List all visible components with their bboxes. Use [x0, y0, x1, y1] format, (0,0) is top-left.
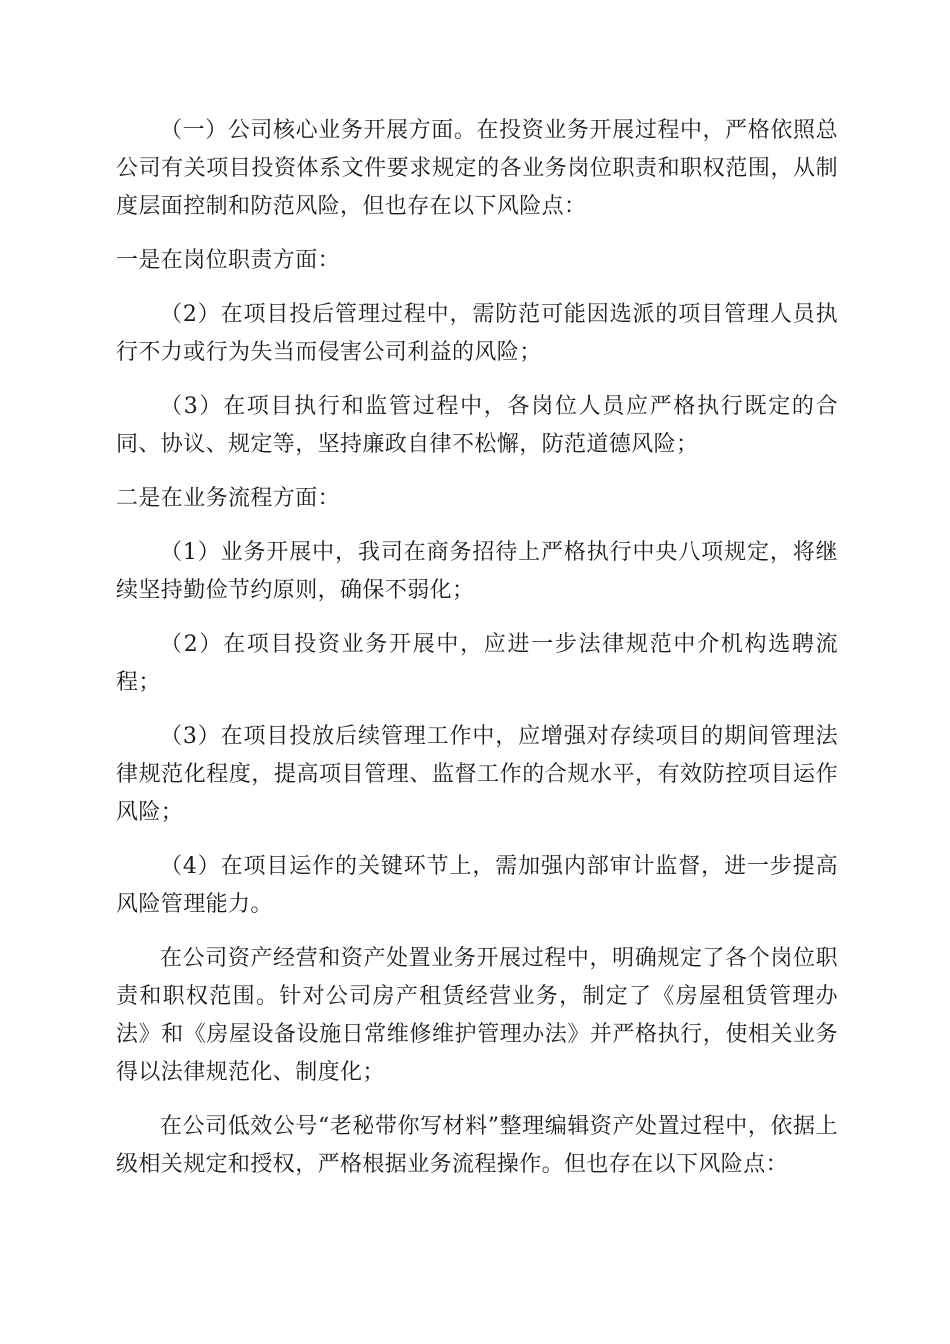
paragraph-asset-disposal: 在公司低效公号“老秘带你写材料”整理编辑资产处置过程中，依据上级相关规定和授权，严格根据业务流程操作。但也存在以下风险点：: [116, 1114, 838, 1177]
document-body: [116, 112, 838, 1200]
paragraph-intermediary-selection: （2）在项目投资业务开展中，应进一步法律规范中介机构选聘流程；: [116, 632, 838, 695]
paragraph-business-hospitality: （1）业务开展中，我司在商务招待上严格执行中央八项规定，将继续坚持勤俭节约原则，确保不弱化；: [116, 540, 838, 603]
section-heading-business-process: 二是在业务流程方面：: [116, 486, 341, 511]
paragraph-asset-operation: 在公司资产经营和资产处置业务开展过程中，明确规定了各个岗位职责和职权范围。针对公司房产租赁经营业务，制定了《房屋租赁管理办法》和《房屋设备设施日常维修维护管理办法》并严格执行，使相关业务得以法律规范化、制度化；: [116, 946, 838, 1085]
paragraph-follow-up-management: （3）在项目投放后续管理工作中，应增强对存续项目的期间管理法律规范化程度，提高项目管理、监督工作的合规水平，有效防控项目运作风险；: [116, 724, 838, 825]
paragraph-internal-audit: （4）在项目运作的关键环节上，需加强内部审计监督，进一步提高风险管理能力。: [116, 854, 838, 917]
paragraph-core-business: （一）公司核心业务开展方面。在投资业务开展过程中，严格依照总公司有关项目投资体系文件要求规定的各业务岗位职责和职权范围，从制度层面控制和防范风险，但也存在以下风险点：: [116, 118, 838, 219]
paragraph-post-investment-risk: （2）在项目投后管理过程中，需防范可能因选派的项目管理人员执行不力或行为失当而侵害公司利益的风险；: [116, 302, 838, 365]
section-heading-job-duties: 一是在岗位职责方面：: [116, 248, 341, 273]
paragraph-supervision-risk: （3）在项目执行和监管过程中，各岗位人员应严格执行既定的合同、协议、规定等，坚持廉政自律不松懈，防范道德风险；: [116, 394, 838, 457]
